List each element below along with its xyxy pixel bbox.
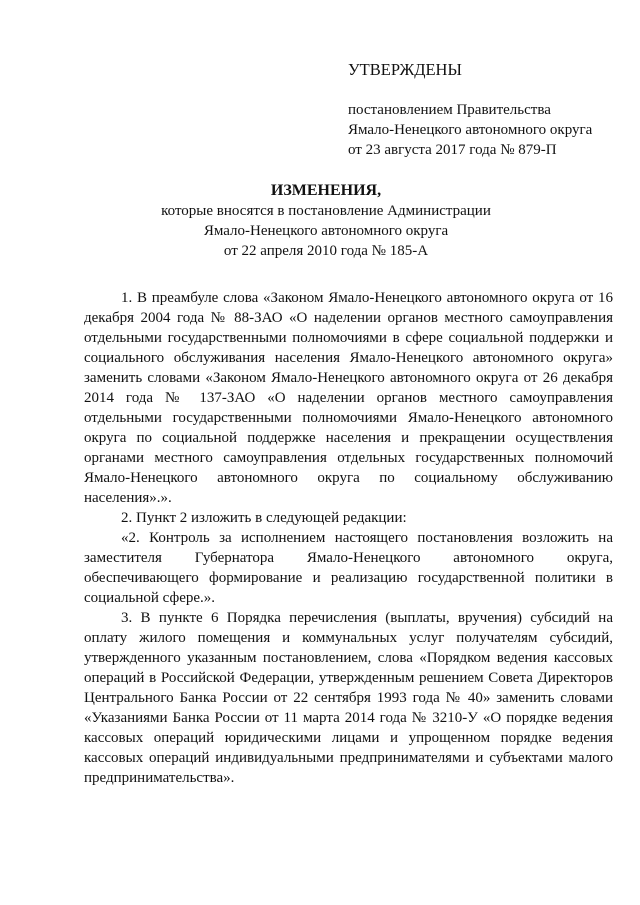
paragraph-item-2-text: «2. Контроль за исполнением настоящего постановления возложить на заместителя Губернатора Ямало-Ненецкого автономного округа, обеспечивающего формирование и реализацию государственной политики в социальной сфере.».	[84, 530, 613, 606]
approval-stamp	[348, 60, 618, 160]
approval-line: от 23 августа 2017 года № 879-П	[348, 142, 557, 158]
approval-line: Ямало-Ненецкого автономного округа	[348, 122, 593, 138]
document-subtitle-line: Ямало-Ненецкого автономного округа	[203, 223, 449, 239]
document-subtitle-line: которые вносятся в постановление Администрации	[161, 203, 491, 219]
approval-title: УТВЕРЖДЕНЫ	[348, 60, 462, 79]
document-body	[84, 288, 613, 788]
paragraph-item-3: 3. В пункте 6 Порядка перечисления (выплаты, вручения) субсидий на оплату жилого помещения и коммунальных услуг получателям субсидий, утвержденного указанным постановлением, слова «Порядком ведения кассовых операций в Российской Федерации, утвержденным решением Совета Директоров Центрального Банка России от 22 сентября 1993 года № 40» заменить словами «Указаниями Банка России от 11 марта 2014 года № 3210-У «О порядке ведения кассовых операций юридическими лицами и упрощенном порядке ведения кассовых операций индивидуальными предпринимателями и субъектами малого предпринимательства».	[84, 610, 613, 786]
paragraph-item-2: 2. Пункт 2 изложить в следующей редакции:	[121, 510, 407, 526]
document-title: ИЗМЕНЕНИЯ,	[270, 182, 382, 199]
document-subtitle-line: от 22 апреля 2010 года № 185-А	[223, 243, 429, 259]
paragraph-item-1: 1. В преамбуле слова «Законом Ямало-Ненецкого автономного округа от 16 декабря 2004 года № 88-ЗАО «О наделении органов местного самоуправления отдельными государственными полномочиями в сфере социальной поддержки и социального обслуживания населения Ямало-Ненецкого автономного округа» заменить словами «Законом Ямало-Ненецкого автономного округа от 26 декабря 2014 года № 137-ЗАО «О наделении органов местного самоуправления отдельными государственными полномочиями Ямало-Ненецкого автономного округа по социальной поддержке населения и прекращении осуществления органами местного самоуправления отдельных государственных полномочий Ямало-Ненецкого автономного округа по социальному обслуживанию населения».».	[84, 290, 613, 506]
approval-line: постановлением Правительства	[348, 102, 551, 118]
document-header	[84, 181, 568, 261]
